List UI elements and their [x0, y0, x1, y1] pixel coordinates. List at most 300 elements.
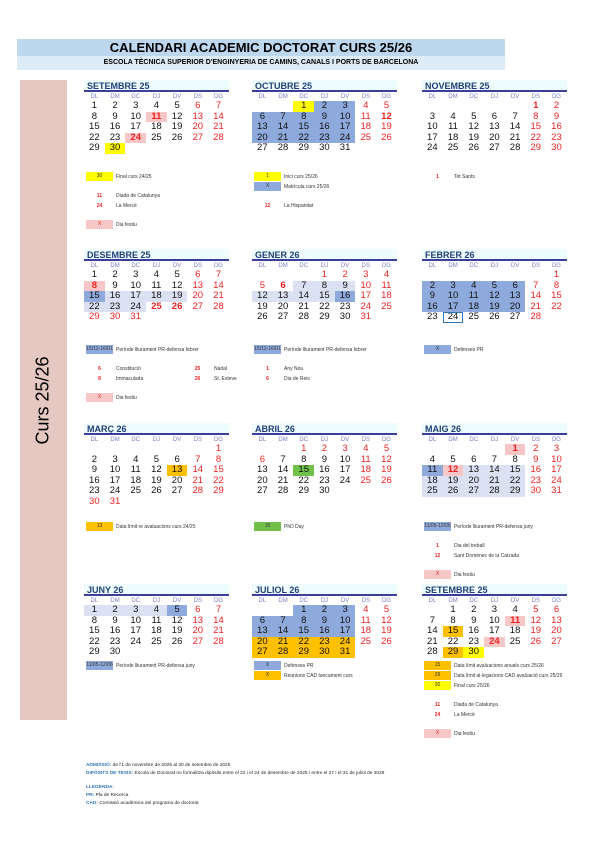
day-cell: 1	[505, 444, 526, 455]
day-cell: 28	[298, 311, 309, 322]
day-cell: 9	[91, 464, 97, 475]
legend-label: Immaculada	[116, 375, 144, 382]
month-calendar	[84, 249, 229, 323]
day-cell: 15	[89, 625, 100, 636]
legend-swatch: 29	[424, 671, 451, 680]
day-cell: 27	[257, 142, 268, 153]
day-cell: 16	[335, 291, 356, 302]
month-title: OCTUBRE 25	[252, 80, 397, 92]
day-cell: 1	[553, 269, 560, 280]
empty-cell	[273, 270, 294, 281]
day-cell: 1	[533, 100, 539, 111]
day-cell: 15	[314, 291, 335, 302]
month-days-grid	[84, 436, 229, 507]
weekday-header: DJ	[490, 598, 499, 604]
day-cell: 8	[293, 112, 314, 123]
day-cell: 13	[192, 279, 204, 291]
empty-cell	[252, 101, 273, 112]
empty-cell	[167, 444, 188, 455]
legend-spacer	[86, 355, 261, 364]
day-cell: 19	[381, 625, 392, 636]
weekday-header: DS	[531, 437, 540, 443]
day-cell: 24	[109, 485, 121, 496]
day-cell: 16	[468, 625, 479, 636]
day-cell: 21	[277, 474, 289, 486]
day-cell: 10	[130, 279, 141, 291]
day-cell: 26	[443, 486, 464, 497]
legend-swatch: 1	[254, 172, 281, 181]
legend-row	[424, 671, 599, 680]
weekday-header: DM	[110, 263, 120, 269]
weekday-header: DM	[448, 263, 458, 269]
day-cell: 14	[277, 464, 289, 475]
legend-swatch: X	[254, 671, 281, 680]
day-cell: 16	[314, 122, 335, 133]
empty-cell	[252, 444, 273, 455]
day-cell: 1	[293, 605, 314, 616]
day-cell: 20	[505, 302, 526, 313]
holiday-date: 11	[434, 701, 441, 708]
day-cell: 8	[301, 453, 307, 465]
legend-label: La Mercè	[454, 711, 475, 718]
legend-label: Defenses PR	[454, 346, 484, 353]
day-cell: 23	[319, 474, 330, 486]
day-cell: 23	[109, 131, 121, 143]
course-side-label: Curs 25/26	[33, 355, 53, 445]
day-cell: 14	[484, 465, 505, 476]
weekday-header: DL	[258, 94, 267, 100]
day-cell: 16	[89, 474, 100, 486]
month-calendar	[252, 584, 397, 658]
month-title: SETEMBRE 25	[422, 584, 567, 596]
weekday-header: DL	[258, 263, 267, 269]
weekday-header: DJ	[490, 263, 499, 269]
legend-label: Data límit avaluacions anuals curs 25/26	[454, 662, 544, 669]
month-legend	[424, 522, 599, 580]
weekday-header: DJ	[320, 94, 329, 100]
day-cell: 29	[89, 646, 100, 657]
weekday-header: DJ	[320, 598, 329, 604]
legend-row	[254, 182, 429, 191]
thesis-deposit-note: DIPÒSITS DE TESIS: Escola de Doctorat no formalitza dipòsits entre el 22 i el 24 de desembre de 2025 i entre el 27 i el 31 de juliol de 2026	[86, 771, 385, 776]
month-title: JULIOL 26	[252, 584, 397, 596]
day-cell: 16	[319, 464, 330, 475]
day-cell: 17	[360, 290, 372, 301]
day-cell: 21	[213, 121, 224, 132]
legend-row	[86, 393, 261, 402]
day-cell: 24	[130, 635, 141, 647]
day-cell: 11	[360, 110, 371, 122]
day-cell: 15	[293, 122, 314, 133]
weekday-header: DS	[193, 437, 202, 443]
day-cell: 26	[489, 311, 500, 322]
legend-label: Final curs 25/26	[454, 682, 490, 689]
weekday-header: DV	[172, 263, 182, 269]
day-cell: 3	[342, 443, 348, 454]
month-title: MARÇ 26	[84, 423, 229, 435]
day-cell: 26	[257, 311, 268, 322]
empty-cell	[273, 101, 294, 112]
day-cell: 13	[257, 464, 268, 475]
weekday-header: DJ	[490, 437, 499, 443]
weekday-header: DL	[428, 94, 437, 100]
day-cell: 4	[133, 453, 139, 465]
day-cell: 22	[530, 131, 542, 143]
admission-note: ADMISSIÓ: de l'1 de novembre de 2025 al 30 de setembre de 2026	[86, 763, 231, 768]
day-cell: 10	[551, 453, 562, 465]
day-cell: 16	[109, 625, 121, 636]
day-cell: 30	[105, 143, 126, 154]
weekday-header: DS	[531, 598, 540, 604]
weekday-header: DL	[258, 437, 267, 443]
month-calendar	[252, 80, 397, 154]
day-cell: 29	[505, 486, 526, 497]
day-cell: 6	[491, 110, 498, 122]
day-cell: 18	[146, 291, 167, 302]
day-cell: 5	[153, 453, 160, 465]
weekday-header: DG	[551, 263, 561, 269]
weekday-header: DG	[551, 437, 561, 443]
month-legend	[86, 172, 261, 230]
legend-row	[86, 522, 261, 531]
day-cell: 8	[91, 110, 97, 122]
day-cell: 2	[112, 100, 118, 111]
legend-row	[254, 364, 429, 373]
day-cell: 12	[171, 279, 183, 291]
page-subtitle: ESCOLA TÈCNICA SUPERIOR D'ENGINYERIA DE CAMINS, CANALS I PORTS DE BARCELONA	[17, 56, 505, 70]
weekday-header: DG	[213, 598, 223, 604]
day-cell: 29	[530, 142, 542, 153]
holiday-date: 8	[98, 375, 101, 382]
day-cell: 29	[213, 485, 224, 496]
day-cell: 26	[171, 635, 183, 647]
legend-row	[254, 172, 429, 181]
day-cell: 21	[213, 290, 224, 301]
legend-label: La Mercè	[116, 202, 137, 209]
day-cell: 20	[252, 637, 273, 648]
day-cell: 8	[293, 616, 314, 627]
legend-row	[86, 374, 261, 383]
empty-cell	[443, 444, 464, 455]
day-cell: 10	[109, 464, 121, 475]
legend-swatch: 15	[424, 661, 451, 670]
day-cell: 25	[360, 474, 372, 486]
day-cell: 25	[130, 485, 141, 496]
weekday-header: DC	[469, 437, 479, 443]
legend-row	[424, 570, 599, 579]
day-cell: 18	[360, 625, 372, 636]
empty-cell	[422, 444, 443, 455]
day-cell: 1	[450, 604, 456, 615]
day-cell: 7	[215, 604, 222, 615]
day-cell: 21	[298, 300, 309, 312]
day-cell: 28	[427, 646, 438, 657]
day-cell: 12	[530, 614, 542, 626]
day-cell: 5	[259, 279, 265, 291]
legend-swatch: 15/12-16/01	[86, 346, 113, 352]
day-cell: 27	[463, 486, 484, 497]
weekday-header: DC	[131, 437, 141, 443]
day-cell: 23	[89, 485, 100, 496]
day-cell: 17	[427, 131, 438, 143]
day-cell: 16	[422, 302, 443, 313]
day-cell: 22	[505, 476, 526, 487]
month-calendar	[252, 423, 397, 497]
day-cell: 2	[112, 269, 118, 280]
day-cell: 14	[192, 464, 204, 475]
day-cell: 9	[112, 110, 118, 122]
day-cell: 24	[125, 133, 146, 144]
day-cell: 20	[192, 290, 204, 301]
day-cell: 8	[553, 279, 560, 291]
weekday-header: DJ	[490, 94, 499, 100]
month-title: DESEMBRE 25	[84, 249, 229, 261]
day-cell: 9	[335, 281, 356, 292]
day-cell: 27	[257, 485, 268, 496]
day-cell: 25	[151, 300, 162, 312]
day-cell: 8	[512, 453, 518, 465]
day-cell: 22	[213, 474, 224, 486]
day-cell: 3	[125, 605, 146, 616]
weekday-header: DV	[510, 437, 520, 443]
day-cell: 4	[363, 100, 369, 111]
day-cell: 4	[363, 443, 369, 454]
day-cell: 30	[463, 647, 484, 658]
day-cell: 22	[298, 474, 309, 486]
day-cell: 23	[314, 637, 335, 648]
day-cell: 25	[422, 486, 443, 497]
day-cell: 17	[109, 474, 121, 486]
month-legend	[86, 345, 261, 403]
holiday-date: 25	[194, 365, 201, 372]
holiday-date: 1	[266, 365, 269, 372]
day-cell: 20	[489, 131, 500, 143]
month-days-grid	[252, 262, 397, 323]
day-cell: 28	[192, 485, 204, 496]
empty-cell	[484, 101, 505, 112]
page-title: CALENDARI ACADEMIC DOCTORAT CURS 25/26	[17, 39, 505, 56]
legend-swatch: X	[424, 570, 451, 579]
weekday-header: DM	[110, 598, 120, 604]
day-cell: 8	[84, 281, 105, 292]
day-cell: 29	[298, 142, 309, 153]
day-cell: 26	[468, 142, 479, 153]
day-cell: 20	[551, 625, 562, 636]
day-cell: 23	[105, 302, 126, 313]
day-cell: 6	[505, 281, 526, 292]
day-cell: 15	[89, 121, 100, 132]
empty-cell	[505, 270, 526, 281]
legend-spacer	[424, 691, 599, 700]
day-cell: 14	[427, 625, 438, 636]
legend-spacer	[86, 211, 261, 220]
day-cell: 2	[321, 443, 328, 454]
empty-cell	[505, 101, 526, 112]
day-cell: 7	[293, 281, 314, 292]
legend-swatch: 11/05-12/06	[86, 662, 113, 668]
day-cell: 22	[84, 302, 105, 313]
day-cell: 7	[512, 110, 518, 122]
day-cell: 28	[509, 142, 521, 153]
day-cell: 11	[151, 279, 162, 291]
month-legend	[86, 522, 261, 532]
day-cell: 2	[553, 100, 560, 111]
weekday-header: DV	[510, 598, 520, 604]
day-cell: 27	[171, 485, 183, 496]
day-cell: 15	[551, 290, 562, 301]
day-cell: 15	[530, 121, 542, 132]
legend-label: Data límit al·legacions CAD avaluació curs 25/26	[454, 672, 563, 679]
day-cell: 29	[89, 142, 100, 153]
day-cell: 12	[171, 614, 183, 626]
day-cell: 28	[530, 311, 542, 322]
day-cell: 7	[280, 453, 286, 465]
day-cell: 14	[273, 626, 294, 637]
legend-row	[424, 700, 599, 709]
day-cell: 24	[360, 300, 372, 312]
day-cell: 10	[360, 279, 372, 291]
weekday-header: DL	[258, 598, 267, 604]
day-cell: 31	[360, 311, 372, 322]
month-calendar	[422, 423, 567, 497]
legend-row	[424, 729, 599, 738]
legend-label: Diada de Catalunya	[116, 192, 160, 199]
legend-row	[424, 661, 599, 670]
day-cell: 28	[213, 635, 224, 647]
day-cell: 9	[112, 614, 118, 626]
day-cell: 27	[192, 635, 204, 647]
day-cell: 11	[360, 614, 371, 626]
weekday-header: DS	[361, 94, 370, 100]
day-cell: 5	[383, 443, 390, 454]
day-cell: 26	[381, 474, 392, 486]
weekday-header: DS	[193, 598, 202, 604]
day-cell: 7	[491, 453, 498, 465]
weekday-header: DC	[469, 598, 479, 604]
month-title: ABRIL 26	[252, 423, 397, 435]
day-cell: 17	[443, 302, 464, 313]
empty-cell	[422, 101, 443, 112]
day-cell: 8	[533, 110, 539, 122]
day-cell: 11	[360, 453, 371, 465]
day-cell: 9	[321, 453, 328, 465]
day-cell: 26	[530, 635, 542, 647]
day-cell: 10	[489, 614, 500, 626]
day-cell: 8	[450, 614, 456, 626]
weekday-header: DM	[448, 94, 458, 100]
month-days-grid	[422, 93, 567, 154]
empty-cell	[84, 444, 105, 455]
day-cell: 28	[213, 131, 224, 143]
day-cell: 18	[381, 290, 392, 301]
day-cell: 9	[553, 110, 560, 122]
legend-label: Final curs 24/25	[116, 173, 152, 180]
month-calendar	[422, 80, 567, 154]
legend-row	[254, 522, 429, 531]
month-title: JUNY 26	[84, 584, 229, 596]
month-days-grid	[84, 597, 229, 658]
weekday-header: DM	[278, 437, 288, 443]
day-cell: 20	[192, 625, 204, 636]
day-cell: 26	[381, 635, 392, 647]
month-title: GENER 26	[252, 249, 397, 261]
day-cell: 20	[171, 474, 183, 486]
day-cell: 18	[360, 121, 372, 132]
day-cell: 19	[484, 302, 505, 313]
day-cell: 12	[468, 121, 479, 132]
day-cell: 28	[213, 300, 224, 312]
weekday-header: DG	[551, 598, 561, 604]
day-cell: 3	[443, 281, 464, 292]
month-legend	[254, 345, 429, 384]
day-cell: 2	[314, 605, 335, 616]
day-cell: 21	[427, 635, 438, 647]
day-cell: 21	[273, 637, 294, 648]
day-cell: 30	[314, 647, 335, 658]
legend-label: Període lliurament PR-defensa febrer	[116, 346, 199, 353]
day-cell: 21	[530, 300, 542, 312]
day-cell: 11	[463, 291, 484, 302]
day-cell: 19	[167, 291, 188, 302]
weekday-header: DL	[428, 598, 437, 604]
day-cell: 17	[489, 625, 500, 636]
day-cell: 30	[339, 311, 351, 322]
month-days-grid	[252, 597, 397, 658]
day-cell: 1	[301, 443, 307, 454]
day-cell: 5	[383, 604, 390, 615]
day-cell: 25	[360, 635, 372, 647]
day-cell: 19	[171, 625, 183, 636]
legend-swatch: 15	[254, 522, 281, 531]
day-cell: 30	[89, 495, 100, 507]
month-legend	[424, 172, 599, 182]
month-calendar	[84, 423, 229, 507]
day-cell: 22	[293, 133, 314, 144]
month-title: SETEMBRE 25	[84, 80, 229, 92]
day-cell: 28	[277, 485, 289, 496]
weekday-header: DJ	[152, 263, 161, 269]
day-cell: 14	[273, 122, 294, 133]
weekday-header: DG	[213, 263, 223, 269]
legend-label: Diada de Catalunya	[454, 701, 498, 708]
month-days-grid	[422, 436, 567, 497]
day-cell: 25	[381, 300, 392, 312]
day-cell: 15	[293, 465, 314, 476]
weekday-header: DC	[469, 263, 479, 269]
day-cell: 7	[273, 112, 294, 123]
day-cell: 26	[171, 300, 183, 312]
day-cell: 19	[381, 121, 392, 132]
day-cell: 25	[151, 131, 162, 143]
weekday-header: DC	[299, 437, 309, 443]
legend-swatch: 13	[86, 522, 113, 531]
day-cell: 14	[530, 290, 542, 301]
weekday-header: DV	[172, 94, 182, 100]
day-cell: 22	[293, 637, 314, 648]
legend-row	[424, 710, 599, 719]
legend-row	[86, 220, 261, 229]
weekday-header: DV	[172, 437, 182, 443]
empty-cell	[463, 101, 484, 112]
legend-cad: CAD: Comissió acadèmica del programa de doctorat	[86, 801, 199, 806]
month-title: FEBRER 26	[422, 249, 567, 261]
day-cell: 26	[381, 131, 392, 143]
day-cell: 9	[471, 614, 477, 626]
day-cell: 31	[109, 495, 121, 507]
day-cell: 5	[383, 100, 390, 111]
day-cell: 22	[89, 635, 100, 647]
day-cell: 6	[259, 453, 265, 465]
